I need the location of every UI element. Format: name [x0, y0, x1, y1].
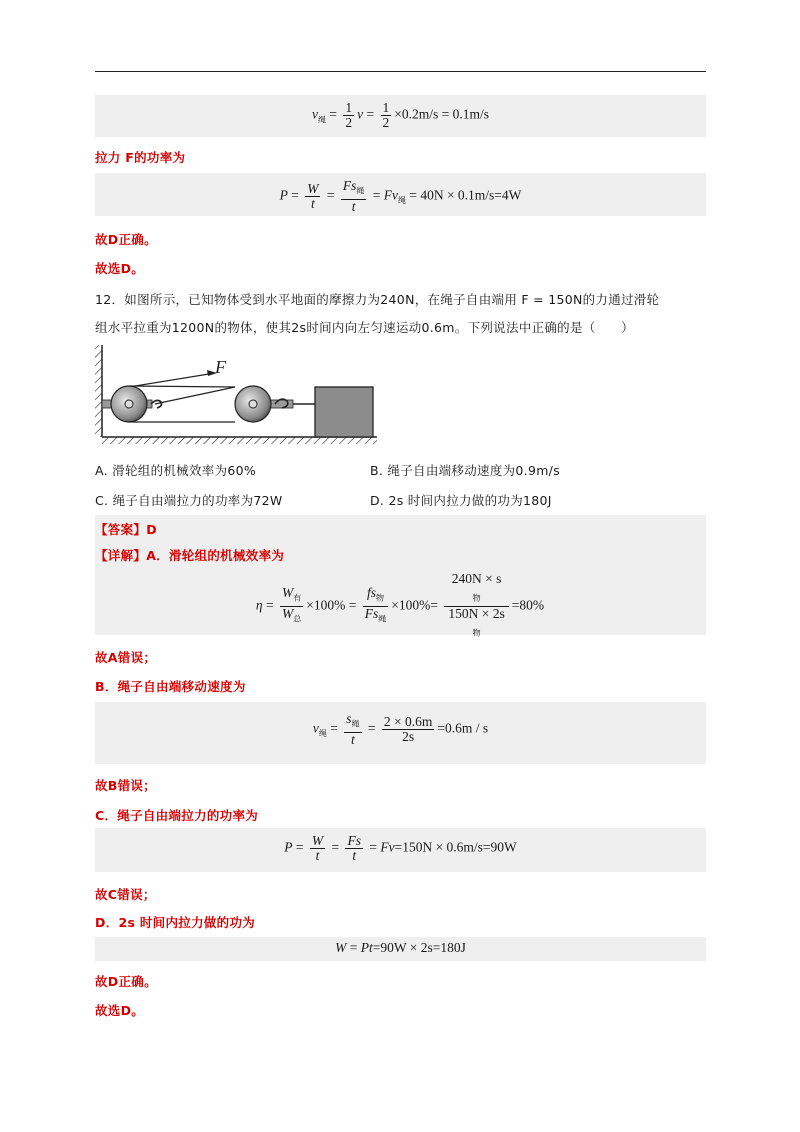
a-wrong: 故A错误；: [95, 650, 157, 665]
option-b: B. 绳子自由端移动速度为0.9m/s: [370, 463, 561, 478]
movable-pulley-axle: [249, 400, 257, 408]
formula-c-power: P = $\frac{W}{t}$ = $\frac{Fs}{t}$ = Fv=150N × 0.6m/s=90W: [284, 833, 517, 863]
rope-free-end: [129, 373, 215, 387]
formula-box-d: [95, 937, 706, 961]
formula-box-c: [95, 828, 706, 872]
d-label: D．2s 时间内拉力做的功为: [95, 915, 256, 930]
b-label: B．绳子自由端移动速度为: [95, 679, 246, 694]
c-label: C．绳子自由端拉力的功率为: [95, 808, 259, 823]
pulley-figure: [95, 340, 380, 445]
force-label: F: [215, 357, 226, 377]
formula-box-power: [95, 173, 706, 216]
b-wrong: 故B错误；: [95, 778, 157, 793]
prev-choose-d: 故选D。: [95, 261, 145, 276]
formula-rope-speed: $v_绳$ = $\frac{1}{2}$ v = $\frac{1}{2}$ ×0.2m/s = 0.1m/s: [312, 100, 489, 130]
formula-power: P = $\frac{W}{t}$ = $\frac{Fs_绳}{t}$ = $Fv_绳 = 40N \times 0.1m/s=4W$: [279, 178, 522, 214]
detail-a-label: 【详解】A．滑轮组的机械效率为: [95, 548, 285, 563]
formula-box-b: [95, 702, 706, 764]
formula-d-work: W = Pt=90W × 2s=180J: [335, 940, 466, 955]
choose-d: 故选D。: [95, 1003, 145, 1018]
question-stem-line2: 组水平拉重为1200N的物体，使其2s时间内向左匀速运动0.6m。下列说法中正确的是（ ）: [95, 320, 634, 335]
wall-hatch: [95, 345, 102, 437]
rope-middle: [155, 387, 235, 404]
answer-label: 【答案】D: [95, 522, 157, 537]
object-block: [315, 387, 373, 437]
rope-top: [129, 386, 235, 387]
formula-rope-velocity: $v_绳$ = $\frac{s_绳}{t}$ = $\frac{2 \times 0.6m}{2s}$ =0.6m / s: [312, 711, 489, 747]
option-d: D. 2s 时间内拉力做的功为180J: [370, 493, 552, 508]
formula-box-rope-speed: [95, 95, 706, 137]
header-rule: [95, 71, 706, 72]
power-label: 拉力 F的功率为: [95, 150, 186, 165]
formula-efficiency: η = $\frac{W_有}{W_总}$ ×100% = $\frac{fs_物}{Fs_绳}$ ×100%= 240N × s $_物$ 150N × 2s $_物$ =80%: [255, 571, 545, 638]
d-correct: 故D正确。: [95, 974, 157, 989]
fixed-pulley-axle: [125, 400, 133, 408]
c-wrong: 故C错误；: [95, 887, 156, 902]
option-c: C. 绳子自由端拉力的功率为72W: [95, 493, 283, 508]
option-a: A. 滑轮组的机械效率为60%: [95, 463, 257, 478]
ground-hatch: [102, 437, 377, 444]
question-stem-line1: 12．如图所示，已知物体受到水平地面的摩擦力为240N，在绳子自由端用 F = 150N的力通过滑轮: [95, 292, 660, 307]
prev-d-correct: 故D正确。: [95, 232, 157, 247]
